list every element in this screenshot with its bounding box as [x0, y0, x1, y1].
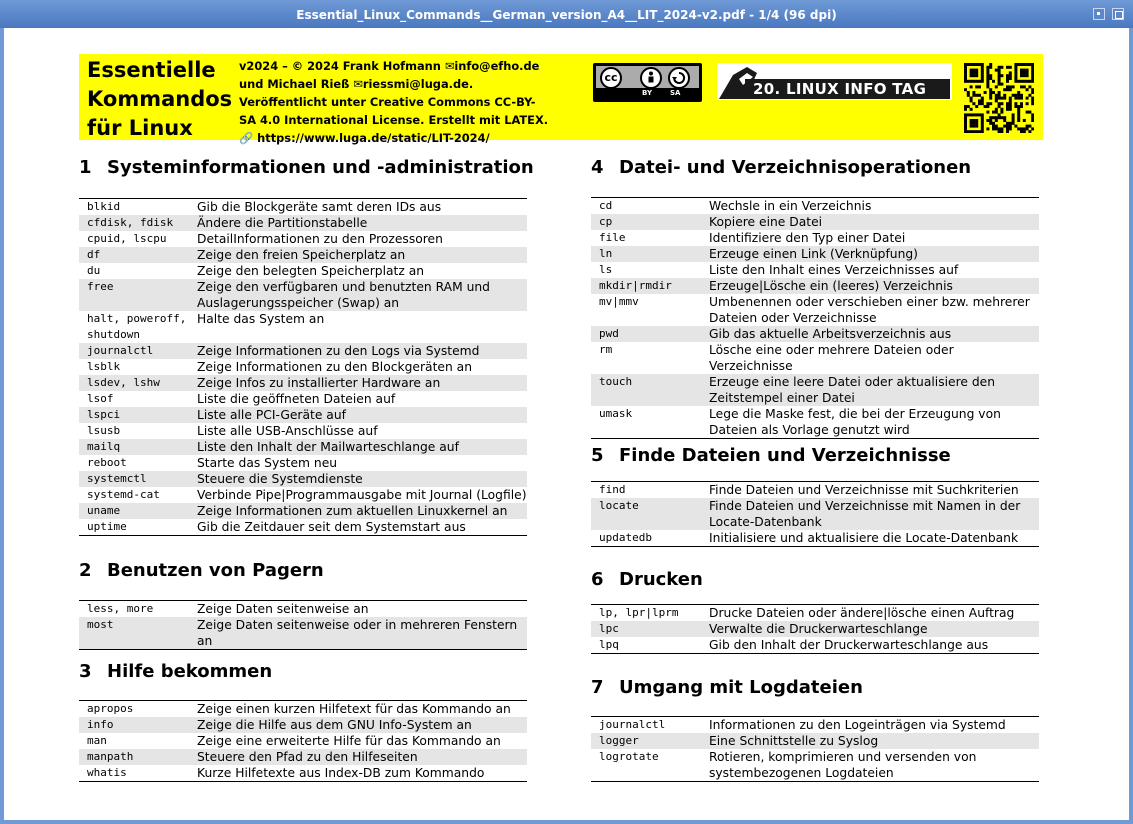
- table-row: [79, 455, 527, 471]
- command-name: logrotate: [599, 750, 659, 763]
- command-name: uptime: [87, 520, 127, 533]
- command-description: DetailInformationen zu den Prozessoren: [197, 232, 443, 246]
- command-name: cfdisk, fdisk: [79, 215, 197, 231]
- command-description: Halte das System an: [197, 312, 325, 326]
- command-name: cd: [599, 199, 613, 212]
- command-table-system: [79, 198, 527, 536]
- minimize-icon[interactable]: [1093, 8, 1105, 20]
- command-description: Liste alle USB-Anschlüsse auf: [197, 424, 378, 438]
- command-description: Zeige den verfügbaren und benutzten RAM und Auslagerungsspeicher (Swap) an: [197, 279, 527, 311]
- cc-by-sa-badge[interactable]: [593, 63, 702, 102]
- table-row: [79, 311, 527, 343]
- command-name: man: [87, 734, 107, 747]
- table-row: [79, 617, 527, 650]
- table-row: [79, 279, 527, 311]
- command-description: Gib die Zeitdauer seit dem Systemstart aus: [197, 520, 466, 534]
- table-row: [79, 601, 527, 618]
- command-name: reboot: [87, 456, 127, 469]
- table-row: [591, 498, 1039, 530]
- command-description: Verwalte die Druckerwarteschlange: [709, 621, 1039, 637]
- table-row: [79, 247, 527, 263]
- command-name: cpuid, lscpu: [87, 232, 167, 245]
- cc-sa-label: SA: [670, 89, 681, 97]
- command-description: Steuere die Systemdienste: [197, 471, 527, 487]
- command-name: pwd: [591, 326, 709, 342]
- command-name: du: [87, 264, 101, 277]
- cc-icon: cc: [600, 67, 622, 89]
- command-description: Zeige eine erweiterte Hilfe für das Kommando an: [197, 734, 501, 748]
- info-link[interactable]: 🔗 https://www.luga.de/static/LIT-2024/: [239, 131, 490, 145]
- command-name: lsdev, lshw: [79, 375, 197, 391]
- command-name: updatedb: [599, 531, 652, 544]
- command-description: Liste die geöffneten Dateien auf: [197, 392, 396, 406]
- command-name: ln: [591, 246, 709, 262]
- table-row: [79, 765, 527, 782]
- title-line: für Linux: [87, 116, 193, 140]
- command-name: umask: [599, 407, 633, 420]
- command-table-files: [591, 197, 1039, 439]
- header-banner: [79, 54, 1043, 145]
- command-name: apropos: [87, 702, 134, 715]
- maximize-icon[interactable]: [1112, 8, 1124, 20]
- command-name: halt, poweroff, shutdown: [87, 312, 187, 341]
- command-description: Zeige die Hilfe aus dem GNU Info-System an: [197, 717, 527, 733]
- window-title: Essential_Linux_Commands__German_version_A4__LIT_2024-v2.pdf - 1/4 (96 dpi): [296, 8, 837, 22]
- command-description: Ändere die Partitionstabelle: [197, 215, 527, 231]
- section-heading: 3 Hilfe bekommen: [79, 661, 273, 682]
- table-row: [591, 482, 1039, 499]
- command-description: Zeige den belegten Speicherplatz an: [197, 264, 425, 278]
- command-name: journalctl: [79, 343, 197, 359]
- command-description: Kurze Hilfetexte aus Index-DB zum Kommando: [197, 766, 485, 780]
- command-name: most: [79, 617, 197, 650]
- command-table-pager: [79, 600, 527, 650]
- command-name: cp: [591, 214, 709, 230]
- command-name: mv|mmv: [599, 295, 639, 308]
- table-row: [591, 230, 1039, 246]
- command-description: Zeige Informationen zu den Blockgeräten an: [197, 360, 473, 374]
- command-name: rm: [599, 343, 613, 356]
- command-name: uname: [79, 503, 197, 519]
- table-row: [591, 530, 1039, 547]
- table-row: [79, 407, 527, 423]
- command-name: lsblk: [87, 360, 121, 373]
- section-heading: 2 Benutzen von Pagern: [79, 560, 324, 581]
- command-description: Rotieren, komprimieren und versenden von systembezogenen Logdateien: [709, 750, 977, 780]
- table-row: [79, 359, 527, 375]
- command-description: Finde Dateien und Verzeichnisse mit Namen in der Locate-Datenbank: [709, 498, 1039, 530]
- table-row: [591, 621, 1039, 637]
- command-name: info: [79, 717, 197, 733]
- qr-code-icon[interactable]: [964, 63, 1034, 133]
- table-row: [591, 749, 1039, 782]
- section-heading: 5 Finde Dateien und Verzeichnisse: [591, 445, 951, 466]
- author-info: [239, 57, 549, 147]
- command-name: systemd-cat: [87, 488, 160, 501]
- command-description: Steuere den Pfad zu den Hilfeseiten: [197, 749, 527, 765]
- table-row: [79, 701, 527, 718]
- command-description: Zeige Daten seitenweise oder in mehreren Fenstern an: [197, 617, 527, 650]
- command-description: Zeige Informationen zum aktuellen Linuxkernel an: [197, 503, 527, 519]
- table-row: [591, 406, 1039, 439]
- event-logo-text: 20. LINUX INFO TAG: [753, 80, 927, 98]
- command-description: Liste den Inhalt der Mailwarteschlange auf: [197, 439, 527, 455]
- table-row: [79, 439, 527, 455]
- table-row: [79, 503, 527, 519]
- info-line: SA 4.0 International License. Erstellt mit LATEX.: [239, 113, 549, 127]
- window-border-bottom: [0, 820, 1133, 824]
- command-name: lpq: [599, 638, 619, 651]
- table-row: [79, 487, 527, 503]
- table-row: [591, 278, 1039, 294]
- command-name: file: [599, 231, 626, 244]
- command-name: free: [79, 279, 197, 311]
- command-table-help: [79, 700, 527, 782]
- command-description: Gib das aktuelle Arbeitsverzeichnis aus: [709, 326, 1039, 342]
- table-row: [591, 294, 1039, 326]
- command-description: Erzeuge|Lösche ein (leeres) Verzeichnis: [709, 278, 1039, 294]
- by-person-icon: [640, 67, 662, 89]
- command-table-print: [591, 604, 1039, 654]
- document-title: [87, 56, 232, 143]
- command-description: Gib den Inhalt der Druckerwarteschlange aus: [709, 638, 989, 652]
- section-heading: 6 Drucken: [591, 569, 703, 590]
- table-row: [79, 199, 527, 216]
- command-description: Umbenennen oder verschieben einer bzw. mehrerer Dateien oder Verzeichnisse: [709, 295, 1030, 325]
- table-row: [591, 262, 1039, 278]
- table-row: [79, 343, 527, 359]
- table-row: [591, 246, 1039, 262]
- command-description: Starte das System neu: [197, 456, 338, 470]
- command-name: manpath: [79, 749, 197, 765]
- table-row: [79, 733, 527, 749]
- command-name: less, more: [87, 602, 154, 615]
- command-name: whatis: [87, 766, 127, 779]
- command-description: Zeige Infos zu installierter Hardware an: [197, 375, 527, 391]
- command-name: lsof: [87, 392, 114, 405]
- command-name: df: [79, 247, 197, 263]
- info-line: und Michael Rieß ✉riessmi@luga.de.: [239, 77, 474, 91]
- command-name: lpc: [591, 621, 709, 637]
- table-row: [591, 198, 1039, 215]
- command-name: touch: [591, 374, 709, 406]
- command-name: blkid: [87, 200, 121, 213]
- command-description: Informationen zu den Logeinträgen via Systemd: [709, 718, 1006, 732]
- table-row: [79, 471, 527, 487]
- command-name: locate: [591, 498, 709, 530]
- command-name: lp, lpr|lprm: [599, 606, 679, 619]
- section-heading: 7 Umgang mit Logdateien: [591, 677, 863, 698]
- table-row: [591, 637, 1039, 654]
- table-row: [79, 391, 527, 407]
- command-description: Zeige einen kurzen Hilfetext für das Kommando an: [197, 702, 511, 716]
- command-description: Finde Dateien und Verzeichnisse mit Suchkriterien: [709, 483, 1019, 497]
- table-row: [591, 214, 1039, 230]
- command-name: lsusb: [87, 424, 121, 437]
- command-name: lspci: [79, 407, 197, 423]
- command-description: Wechsle in ein Verzeichnis: [709, 199, 872, 213]
- command-name: mailq: [79, 439, 197, 455]
- info-line: v2024 – © 2024 Frank Hofmann ✉info@efho.de: [239, 59, 540, 73]
- command-description: Liste den Inhalt eines Verzeichnisses auf: [709, 263, 959, 277]
- command-description: Erzeuge einen Link (Verknüpfung): [709, 246, 1039, 262]
- linux-infotag-logo[interactable]: [717, 63, 952, 100]
- command-description: Drucke Dateien oder ändere|lösche einen Auftrag: [709, 606, 1015, 620]
- command-name: journalctl: [599, 718, 666, 731]
- command-table-logs: [591, 716, 1039, 782]
- section-heading: 4 Datei- und Verzeichnisoperationen: [591, 157, 972, 178]
- table-row: [79, 423, 527, 439]
- section-heading: 1 Systeminformationen und -administration: [79, 157, 534, 178]
- table-row: [591, 326, 1039, 342]
- command-description: Gib die Blockgeräte samt deren IDs aus: [197, 200, 442, 214]
- command-name: mkdir|rmdir: [591, 278, 709, 294]
- title-line: Kommandos: [87, 87, 233, 111]
- command-description: Initialisiere und aktualisiere die Locate-Datenbank: [709, 531, 1019, 545]
- command-description: Lösche eine oder mehrere Dateien oder Verzeichnisse: [709, 343, 954, 373]
- command-description: Liste alle PCI-Geräte auf: [197, 407, 527, 423]
- command-name: find: [599, 483, 626, 496]
- table-row: [79, 215, 527, 231]
- window-border-right: [1129, 28, 1133, 824]
- table-row: [591, 342, 1039, 374]
- info-line: Veröffentlicht unter Creative Commons CC-BY-: [239, 95, 536, 109]
- table-row: [591, 605, 1039, 622]
- cc-by-label: BY: [642, 89, 653, 97]
- command-name: logger: [591, 733, 709, 749]
- command-description: Verbinde Pipe|Programmausgabe mit Journal (Logfile): [197, 488, 527, 502]
- command-description: Kopiere eine Datei: [709, 214, 1039, 230]
- table-row: [591, 733, 1039, 749]
- sa-share-alike-icon: [668, 67, 690, 89]
- table-row: [79, 717, 527, 733]
- table-row: [591, 717, 1039, 734]
- title-line: Essentielle: [87, 58, 216, 82]
- table-row: [591, 374, 1039, 406]
- title-bar[interactable]: [0, 0, 1133, 29]
- command-description: Zeige Informationen zu den Logs via Systemd: [197, 343, 527, 359]
- command-description: Erzeuge eine leere Datei oder aktualisiere den Zeitstempel einer Datei: [709, 374, 1039, 406]
- table-row: [79, 749, 527, 765]
- command-description: Lege die Maske fest, die bei der Erzeugung von Dateien als Vorlage genutzt wird: [709, 407, 1001, 437]
- table-row: [79, 519, 527, 536]
- command-description: Zeige den freien Speicherplatz an: [197, 247, 527, 263]
- command-name: systemctl: [79, 471, 197, 487]
- command-description: Identifiziere den Typ einer Datei: [709, 231, 906, 245]
- table-row: [79, 375, 527, 391]
- command-name: ls: [599, 263, 613, 276]
- table-row: [79, 231, 527, 247]
- table-row: [79, 263, 527, 279]
- command-table-find: [591, 481, 1039, 547]
- command-description: Zeige Daten seitenweise an: [197, 602, 369, 616]
- command-description: Eine Schnittstelle zu Syslog: [709, 733, 1039, 749]
